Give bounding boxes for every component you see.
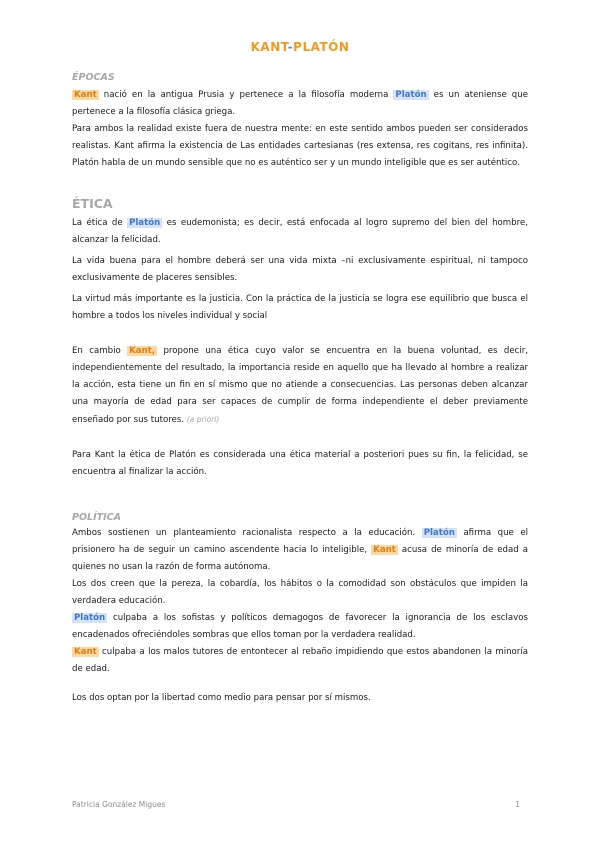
text-run: culpaba a los sofistas y políticos demagogos de favorecer la ignorancia de los esclavos encadenados ofreciéndoles sombras que ellos toman por la verdadera realidad. — [72, 613, 528, 640]
text-run: En cambio — [72, 346, 128, 356]
a-priori-note: (a priori) — [186, 415, 220, 424]
etica-paragraph-5: Para Kant la ética de Platón es considerada una ética material a posteriori pues su fin, la felicidad, se encuentra al finalizar la acción. — [72, 450, 528, 477]
section-politica — [72, 512, 528, 707]
highlight-platon: Platón — [423, 528, 455, 538]
etica-paragraph-2: La vida buena para el hombre deberá ser una vida mixta –ni exclusivamente espiritual, ni tampoco exclusivamente de placeres sensibles. — [72, 256, 528, 283]
title-kant: KANT — [250, 40, 288, 54]
text-run: La ética de — [72, 218, 128, 228]
section-heading-etica: ÉTICA — [72, 196, 113, 211]
text-run: culpaba a los malos tutores de entontecer al rebaño impidiendo que estos abandonen la minoría de edad. — [72, 647, 528, 674]
politica-paragraph-5: Los dos optan por la libertad como medio para pensar por sí mismos. — [72, 693, 371, 703]
highlight-kant: Kant, — [129, 346, 156, 356]
highlight-kant: Kant — [74, 90, 97, 100]
politica-paragraph-4 — [72, 644, 528, 678]
epocas-paragraph-2: Para ambos la realidad existe fuera de nuestra mente: en este sentido ambos pueden ser considerados realistas. Kant afirma la existencia de Las entidades cartesianas (res extensa, res cogitans, res infinita). Platón habla de un mundo sensible que no es auténtico ser y un mundo inteligible que es ser auténtico. — [72, 124, 528, 168]
text-run: Ambos sostienen un planteamiento racionalista respecto a la educación. — [72, 528, 422, 538]
epocas-paragraph-1 — [72, 87, 528, 121]
politica-paragraph-1 — [72, 525, 528, 576]
text-run: propone una ética cuyo valor se encuentra en la buena voluntad, es decir, independientemente del resultado, la importancia reside en aquello que ha llevado al hombre a realizar la acción, esta tiene un fin en sí mismo que no atiende a consecuencias. Las personas deben alcanzar una mayoría de edad para ser capaces de cumplir de forma independiente el deber previamente enseñado por sus tutores. — [72, 346, 528, 425]
highlight-kant: Kant — [74, 647, 97, 657]
politica-paragraph-3 — [72, 610, 528, 644]
etica-paragraph-4 — [72, 343, 528, 429]
highlight-platon: Platón — [74, 613, 106, 623]
text-run: nació en la antigua Prusia y pertenece a la filosofía moderna — [98, 90, 394, 100]
text-run: afirma que el prisionero ha de seguir un camino ascendente hacia lo inteligible, — [72, 528, 528, 555]
text-run: es eudemonista; es decir, está enfocada al logro supremo del bien del hombre, alcanzar la felicidad. — [72, 218, 528, 245]
highlight-kant: Kant — [373, 545, 396, 555]
etica-paragraph-3: La virtud más importante es la justicia. Con la práctica de la justicia se logra ese equilibrio que busca el hombre a todos los niveles individual y social — [72, 294, 528, 321]
text-run: es un ateniense que pertenece a la filosofía clásica griega. — [72, 90, 528, 117]
section-epocas — [72, 72, 528, 172]
text-run: acusa de minoría de edad a quienes no usan la razón de forma autónoma. — [72, 545, 529, 572]
politica-paragraph-2: Los dos creen que la pereza, la cobardía, los hábitos o la comodidad son obstáculos que impiden la verdadera educación. — [72, 579, 528, 606]
title-separator: - — [287, 40, 294, 54]
highlight-platon: Platón — [395, 90, 427, 100]
highlight-platon: Platón — [129, 218, 161, 228]
page-number: 1 — [515, 800, 520, 809]
etica-paragraph-1 — [72, 215, 528, 249]
page-footer — [72, 800, 528, 809]
footer-author: Patricia González Migues — [72, 800, 166, 809]
page-title — [0, 40, 600, 54]
section-heading-epocas: ÉPOCAS — [72, 72, 115, 83]
section-etica — [72, 196, 528, 481]
title-platon: PLATÓN — [293, 40, 350, 54]
section-heading-politica: POLÍTICA — [72, 512, 121, 523]
